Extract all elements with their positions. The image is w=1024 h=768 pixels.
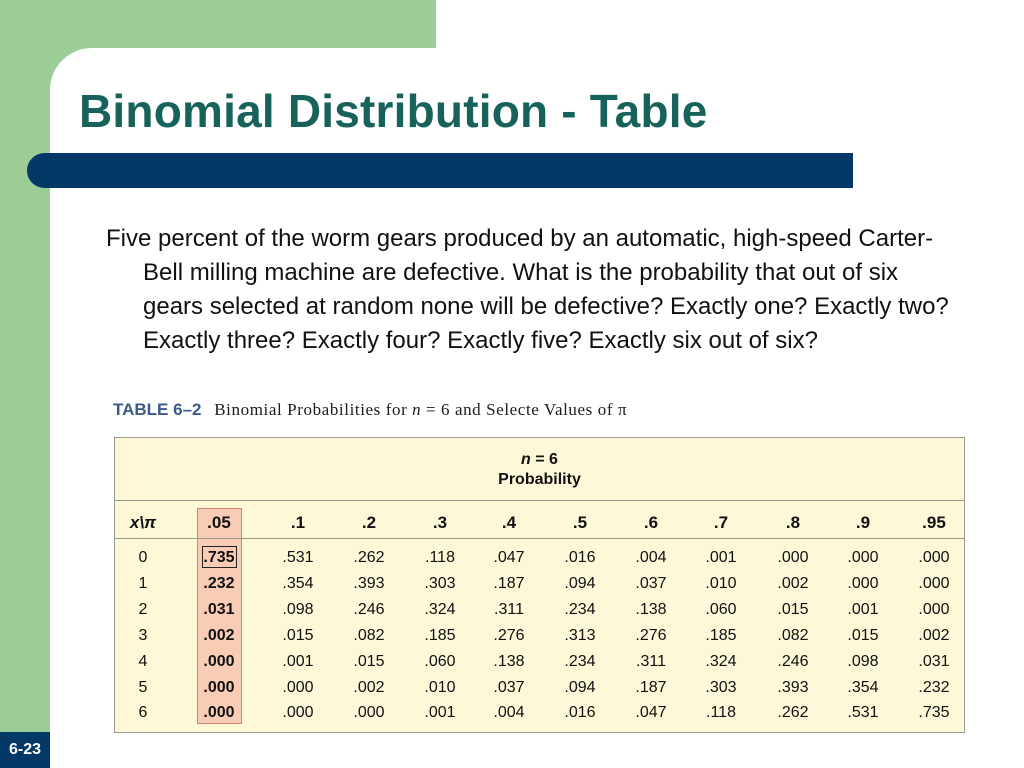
table-cell: .010 <box>424 679 456 696</box>
table-cell: .001 <box>847 601 879 618</box>
column-header: .95 <box>922 513 946 532</box>
table-cell: .031 <box>203 601 235 618</box>
table-cell: .094 <box>564 575 596 592</box>
table-cell: .185 <box>705 627 737 644</box>
column-header: .9 <box>855 513 871 532</box>
table-cell: .354 <box>847 679 879 696</box>
table-n-heading <box>115 451 964 469</box>
column-header: .7 <box>713 513 729 532</box>
table-cell: .311 <box>636 653 666 670</box>
table-cell: .735 <box>918 704 950 721</box>
table-cell: .001 <box>705 549 737 566</box>
slide-title: Binomial Distribution - Table <box>79 85 708 137</box>
table-probability-heading: Probability <box>498 471 581 488</box>
column-header: .3 <box>432 513 448 532</box>
table-cell: .094 <box>564 679 596 696</box>
table-cell: .082 <box>777 627 809 644</box>
table-cell: .002 <box>203 627 235 644</box>
table-cell: .324 <box>705 653 737 670</box>
table-cell: .276 <box>635 627 667 644</box>
table-cell: .531 <box>847 704 879 721</box>
table-cell: .000 <box>777 549 809 566</box>
table-cell: .246 <box>777 653 809 670</box>
column-header: .2 <box>361 513 377 532</box>
table-caption <box>113 400 627 420</box>
table-cell: .047 <box>635 704 667 721</box>
table-cell: .037 <box>635 575 667 592</box>
table-cell: .118 <box>706 704 736 721</box>
column-header: .05 <box>207 513 231 532</box>
table-cell: .000 <box>203 653 235 670</box>
table-cell: .031 <box>918 653 950 670</box>
table-cell: .324 <box>424 601 456 618</box>
table-caption-before: Binomial Probabilities for <box>214 400 408 419</box>
table-label: TABLE 6–2 <box>113 400 202 419</box>
table-cell: .098 <box>282 601 314 618</box>
row-x-label: 4 <box>138 653 148 670</box>
row-x-label: 5 <box>138 679 148 696</box>
table-cell: .354 <box>282 575 314 592</box>
table-caption-after: = 6 and Selecte Values of π <box>425 400 628 419</box>
row-x-label: 2 <box>138 601 148 618</box>
table-cell: .004 <box>493 704 525 721</box>
column-header: .1 <box>290 513 306 532</box>
table-cell: .138 <box>635 601 667 618</box>
column-header: .6 <box>643 513 659 532</box>
table-cell: .015 <box>282 627 314 644</box>
table-cell: .060 <box>705 601 737 618</box>
table-header-band <box>115 438 964 501</box>
table-cell: .082 <box>353 627 385 644</box>
slide-number: 6-23 <box>0 732 50 768</box>
column-header: .4 <box>501 513 517 532</box>
table-cell: .037 <box>493 679 525 696</box>
table-cell: .000 <box>847 575 879 592</box>
table-cell: .232 <box>203 575 235 592</box>
table-cell: .001 <box>282 653 314 670</box>
table-cell: .047 <box>493 549 525 566</box>
table-cell: .000 <box>282 704 314 721</box>
table-cell: .016 <box>564 704 596 721</box>
table-cell: .232 <box>918 679 950 696</box>
table-cell: .276 <box>493 627 525 644</box>
table-cell: .187 <box>635 679 667 696</box>
table-cell: .001 <box>424 704 456 721</box>
table-cell: .185 <box>424 627 456 644</box>
table-cell: .303 <box>705 679 737 696</box>
table-cell: .000 <box>203 704 235 721</box>
row-x-label: 0 <box>138 549 148 566</box>
slide-top-band <box>436 0 1024 48</box>
row-x-label: 3 <box>138 627 148 644</box>
table-cell: .234 <box>564 601 596 618</box>
binomial-table <box>114 437 965 733</box>
table-cell: .015 <box>847 627 879 644</box>
table-cell: .138 <box>493 653 525 670</box>
table-cell: .187 <box>493 575 525 592</box>
table-cell: .098 <box>847 653 879 670</box>
column-header: .5 <box>572 513 588 532</box>
table-cell: .015 <box>353 653 385 670</box>
table-cell: .002 <box>918 627 950 644</box>
table-cell: .016 <box>564 549 596 566</box>
title-underline-bar <box>27 153 853 188</box>
table-cell: .015 <box>777 601 809 618</box>
table-caption-var: n <box>412 400 422 419</box>
table-cell: .000 <box>918 575 950 592</box>
table-cell: .311 <box>494 601 524 618</box>
problem-statement: Five percent of the worm gears produced by an automatic, high-speed Carter-Bell milling machine are defective. What is the probability that out of six gears selected at random none will be defective? Exactly one? Exactly two? Exactly three? Exactly four? Exactly five? Exactly six out of six? <box>106 225 949 354</box>
table-cell: .303 <box>424 575 456 592</box>
table-cell: .262 <box>353 549 385 566</box>
table-cell: .002 <box>353 679 385 696</box>
header-separator <box>115 538 964 539</box>
row-x-label: 6 <box>138 704 148 721</box>
table-cell: .002 <box>777 575 809 592</box>
table-cell: .234 <box>564 653 596 670</box>
table-n-var: n <box>521 451 531 468</box>
table-cell: .531 <box>282 549 314 566</box>
corner-header: x\π <box>129 513 157 532</box>
table-cell: .000 <box>847 549 879 566</box>
table-cell: .000 <box>918 549 950 566</box>
table-cell: .004 <box>635 549 667 566</box>
row-x-label: 1 <box>138 575 148 592</box>
table-cell: .735 <box>203 549 235 566</box>
table-cell: .393 <box>777 679 809 696</box>
table-cell: .010 <box>705 575 737 592</box>
table-cell: .262 <box>777 704 809 721</box>
table-n-value: = 6 <box>535 451 558 468</box>
table-cell: .000 <box>203 679 235 696</box>
table-cell: .000 <box>282 679 314 696</box>
column-header: .8 <box>785 513 801 532</box>
table-cell: .118 <box>425 549 455 566</box>
table-cell: .313 <box>564 627 596 644</box>
table-cell: .060 <box>424 653 456 670</box>
table-cell: .246 <box>353 601 385 618</box>
table-cell: .000 <box>353 704 385 721</box>
table-cell: .393 <box>353 575 385 592</box>
table-cell: .000 <box>918 601 950 618</box>
